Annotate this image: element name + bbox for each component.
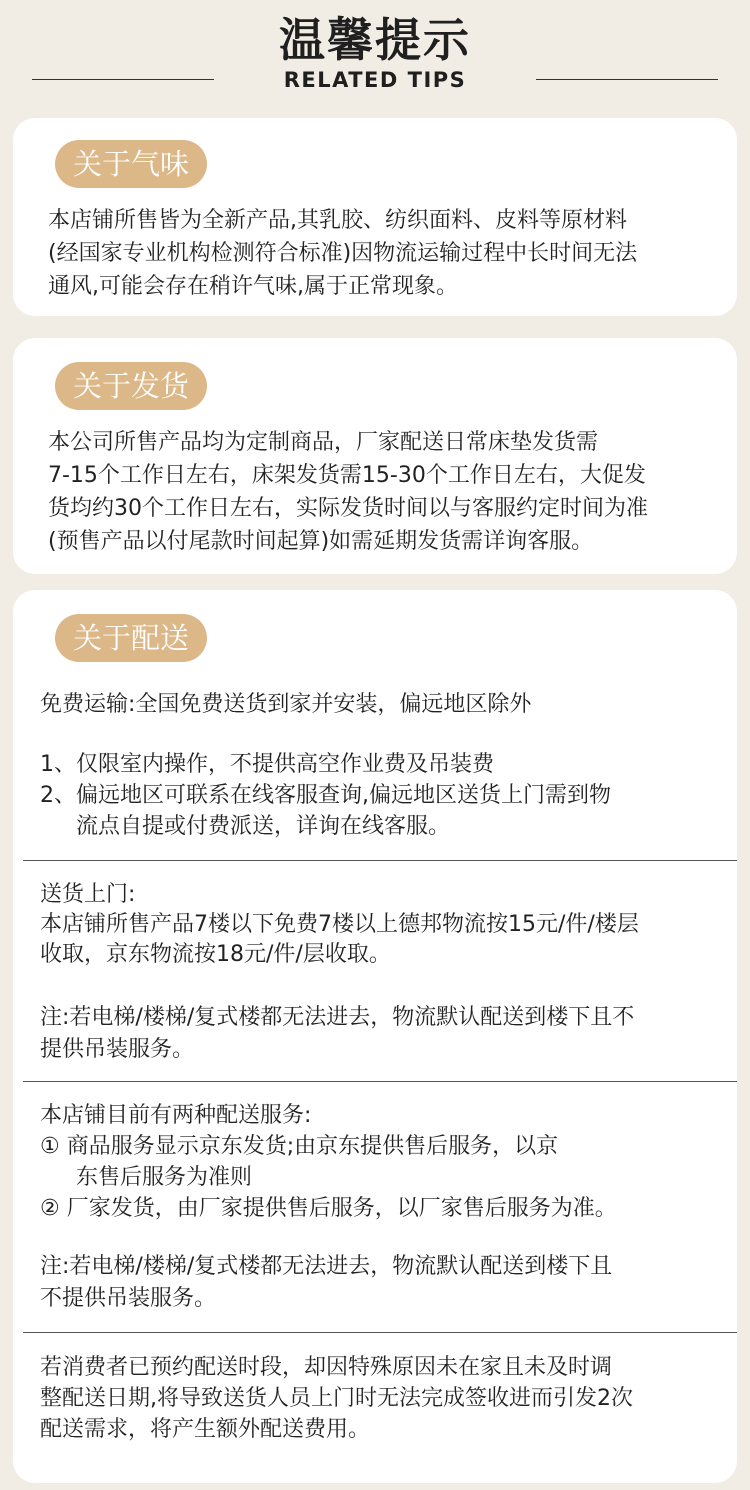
shipping-card [13,338,737,574]
free-shipping-line: 免费运输:全国免费送货到家并安装，偏远地区除外 [40,692,532,717]
note-2 [40,1251,709,1315]
header-rule-right [536,79,718,80]
reschedule-line: 若消费者已预约配送时段，却因特殊原因未在家且未及时调 [40,1355,613,1380]
rule-line: 1、仅限室内操作，不提供高空作业费及吊装费 [40,752,494,777]
smell-card [13,118,737,316]
service-types [40,1100,709,1224]
shipping-text [48,426,709,558]
reschedule-line: 整配送日期,将导致送货人员上门时无法完成签收进而引发2次 [40,1386,633,1411]
service-line: 东售后服务为准则 [76,1165,253,1190]
delivery-rules [40,749,709,842]
service-line: 本店铺目前有两种配送服务: [40,1103,312,1128]
smell-line: (经国家专业机构检测符合标准)因物流运输过程中长时间无法 [48,241,638,266]
page-title: 温馨提示 [279,13,471,67]
smell-line: 通风,可能会存在稍许气味,属于正常现象。 [48,274,458,299]
service-line: ② 厂家发货，由厂家提供售后服务，以厂家售后服务为准。 [40,1196,617,1221]
section-divider [23,860,737,861]
section-divider [23,1081,737,1082]
delivery-card [13,590,737,1483]
page-subtitle: RELATED TIPS [283,68,467,92]
door-line: 收取，京东物流按18元/件/层收取。 [40,942,391,967]
delivery-badge: 关于配送 [55,614,207,662]
smell-badge: 关于气味 [55,140,207,188]
service-line: ① 商品服务显示京东发货;由京东提供售后服务，以京 [40,1134,559,1159]
door-delivery-text [40,880,709,970]
free-shipping-text [40,688,709,721]
shipping-line: 7-15个工作日左右，床架发货需15-30个工作日左右，大促发 [48,463,646,488]
section-divider [23,1332,737,1333]
note-line: 注:若电梯/楼梯/复式楼都无法进去，物流默认配送到楼下且 [40,1254,613,1279]
note-line: 不提供吊装服务。 [40,1286,217,1311]
door-line: 送货上门: [40,882,136,907]
note-line: 提供吊装服务。 [40,1037,195,1062]
note-line: 注:若电梯/楼梯/复式楼都无法进去，物流默认配送到楼下且不 [40,1005,635,1030]
reschedule-line: 配送需求，将产生额外配送费用。 [40,1417,371,1442]
rule-line: 2、偏远地区可联系在线客服查询,偏远地区送货上门需到物 [40,783,611,808]
smell-text [48,204,709,303]
shipping-line: 货均约30个工作日左右，实际发货时间以与客服约定时间为准 [48,496,648,521]
page-header [0,0,750,110]
reschedule-text [40,1352,709,1445]
shipping-badge: 关于发货 [55,362,207,410]
shipping-line: (预售产品以付尾款时间起算)如需延期发货需详询客服。 [48,529,594,554]
note-1 [40,1002,709,1066]
rule-line: 流点自提或付费派送，详询在线客服。 [76,814,451,839]
door-line: 本店铺所售产品7楼以下免费7楼以上德邦物流按15元/件/楼层 [40,912,639,937]
shipping-line: 本公司所售产品均为定制商品，厂家配送日常床垫发货需 [48,430,599,455]
smell-line: 本店铺所售皆为全新产品,其乳胶、纺织面料、皮料等原材料 [48,208,627,233]
